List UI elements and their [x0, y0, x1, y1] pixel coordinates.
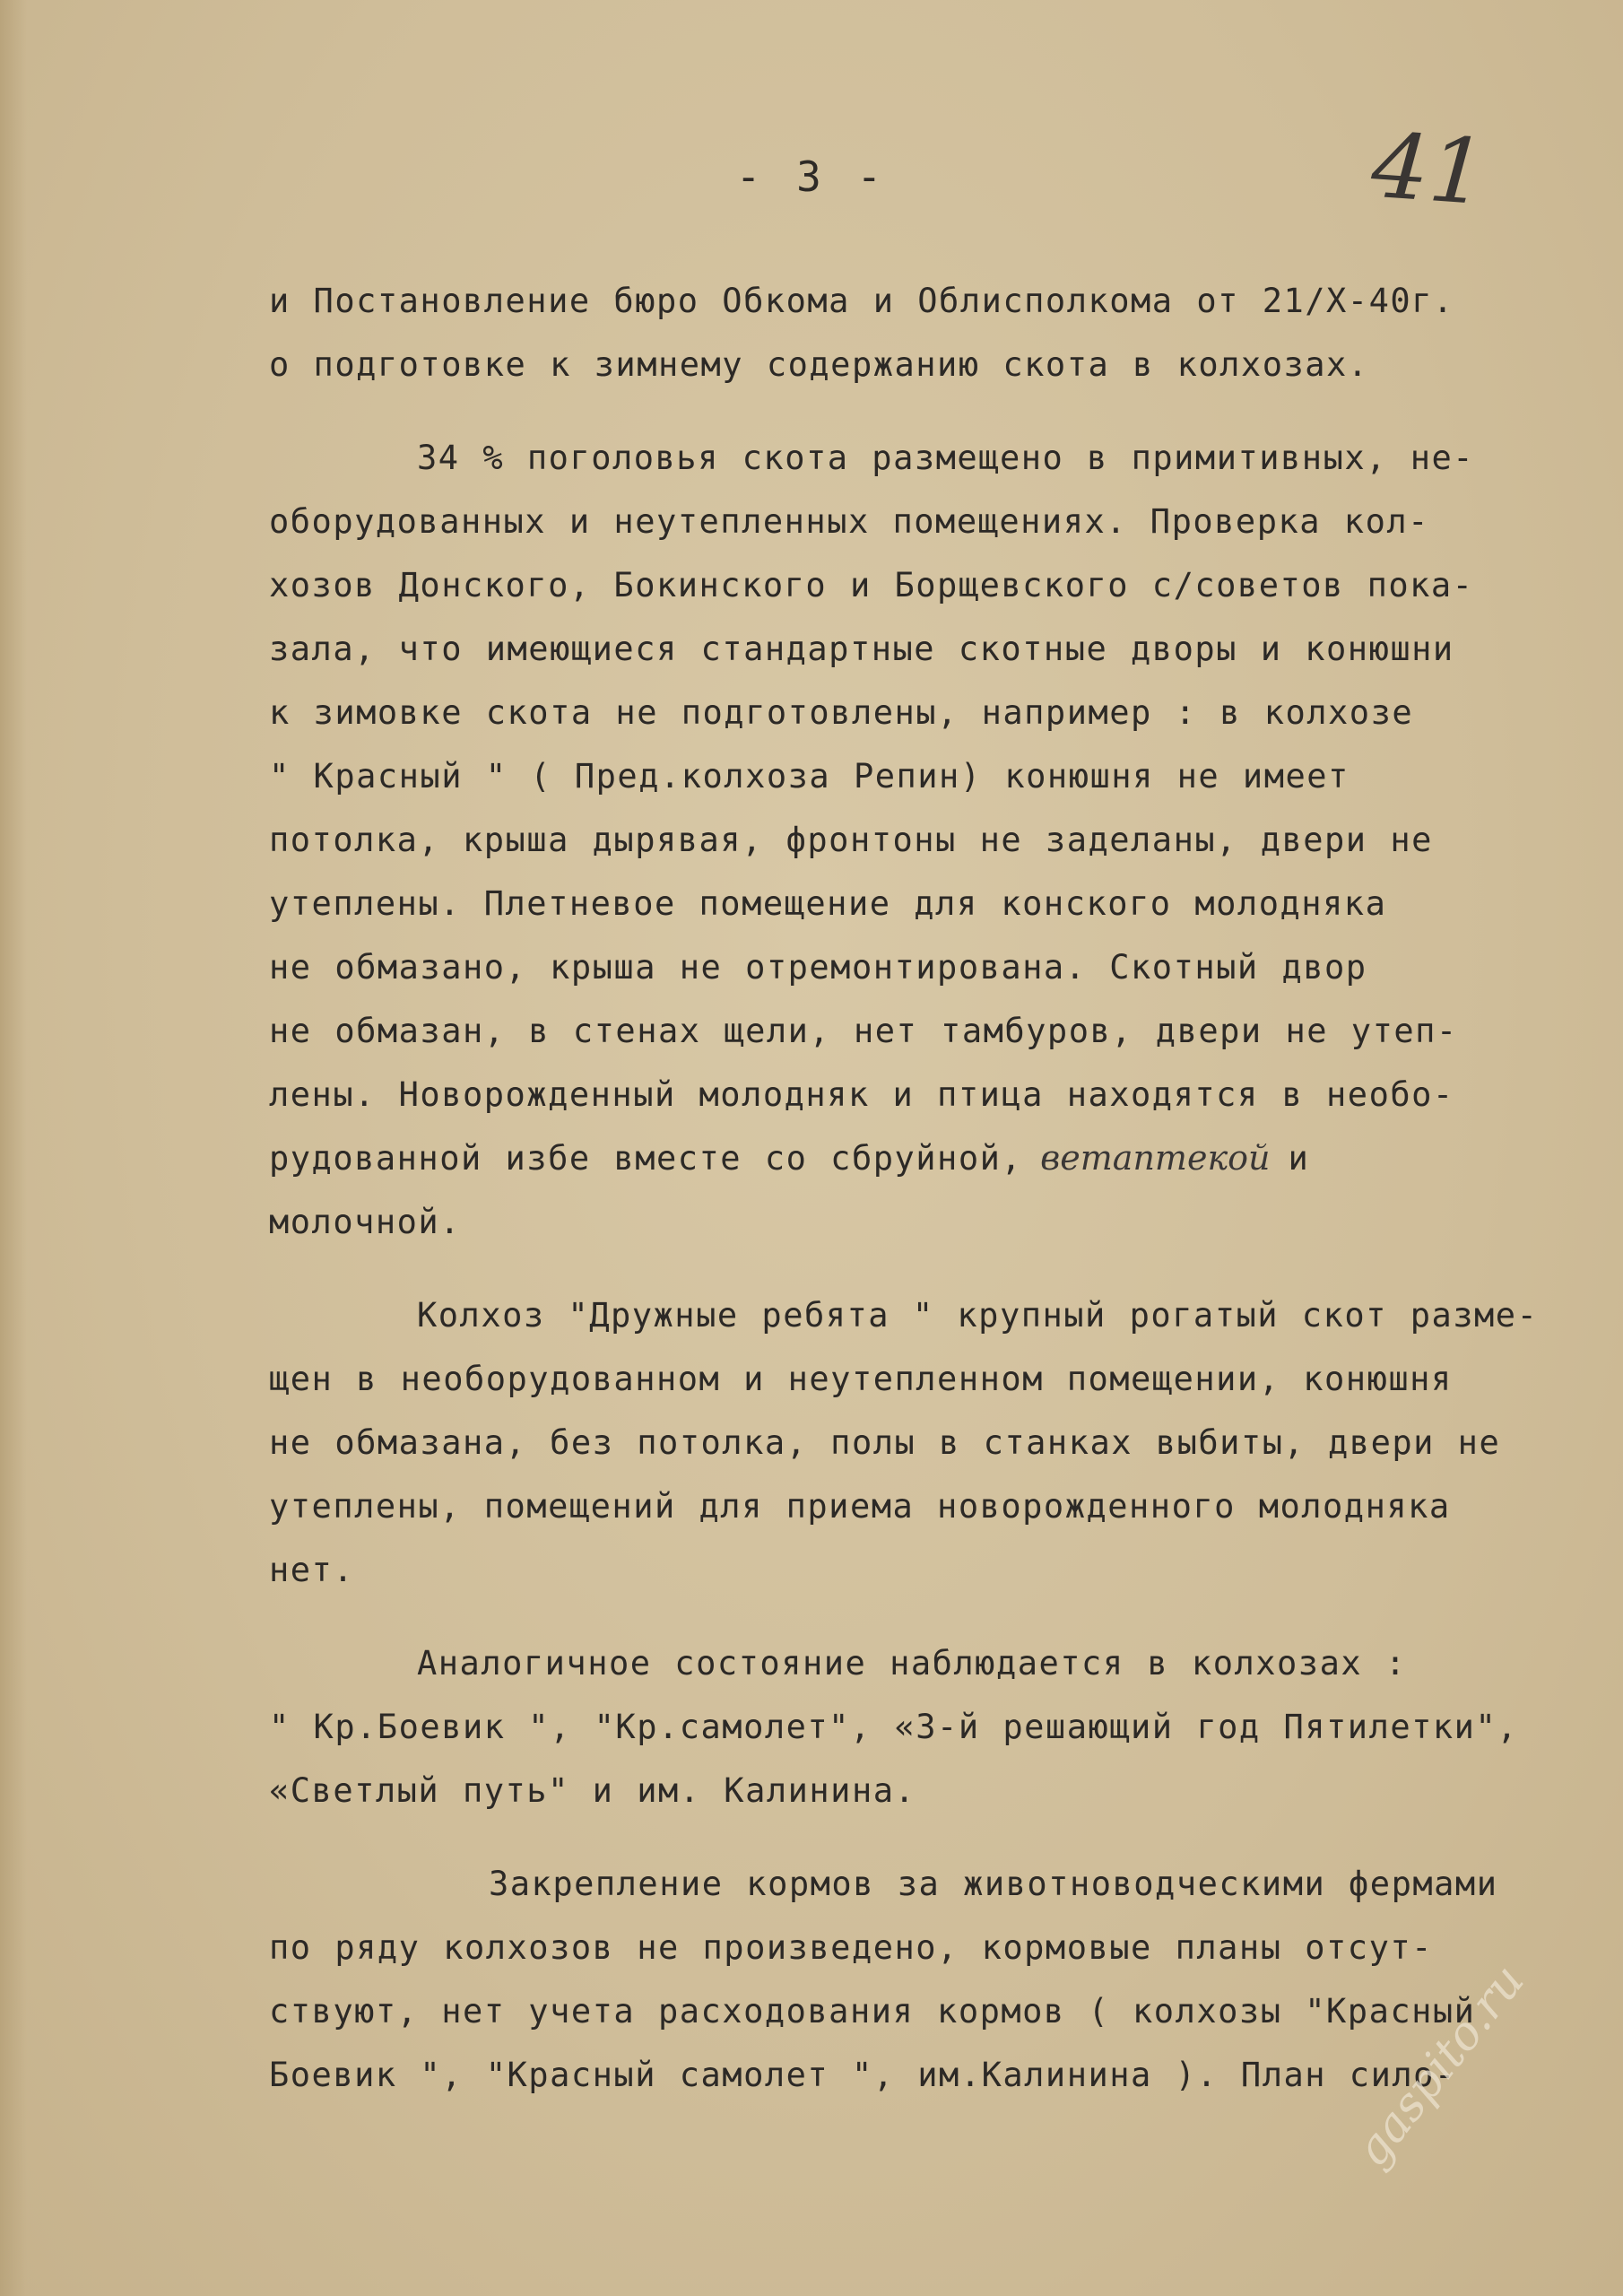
text-line: потолка, крыша дырявая, фронтоны не заделаны, двери не [269, 821, 1433, 859]
text-line: и Постановление бюро Обкома и Облисполкома от 21/Х-40г. [269, 282, 1454, 320]
text-line: ствуют, нет учета расходования кормов ( колхозы "Красный [269, 1992, 1476, 2031]
text-line: нет. [269, 1551, 355, 1589]
typed-text: рудованной избе вместе со сбруйной, [269, 1139, 1023, 1178]
text-line-with-insert [269, 1126, 1578, 1190]
text-line: к зимовке скота не подготовлены, например : в колхозе [269, 693, 1414, 732]
text-line: о подготовке к зимнему содержанию скота в колхозах. [269, 345, 1369, 384]
text-line: «Светлый путь" и им. Калинина. [269, 1771, 916, 1810]
text-line: утеплены. Плетневое помещение для конского молодняка [269, 884, 1387, 923]
document-body [269, 269, 1578, 2107]
text-line: 34 % поголовья скота размещено в примитивных, не- [417, 439, 1475, 477]
text-line: зала, что имеющиеся стандартные скотные дворы и конюшни [269, 630, 1454, 668]
text-line: Колхоз "Дружные ребята " крупный рогатый скот разме- [417, 1296, 1539, 1335]
text-line: Боевик ", "Красный самолет ", им.Калинина ). План сило- [269, 2056, 1456, 2094]
text-line: оборудованных и неутепленных помещениях. Проверка кол- [269, 502, 1429, 541]
text-line: лены. Новорожденный молодняк и птица находятся в необо- [269, 1075, 1454, 1114]
text-line: утеплены, помещений для приема новорожденного молодняка [269, 1487, 1451, 1526]
site-watermark: gaspito.ru [1345, 1954, 1535, 2177]
handwritten-folio-number: 41 [1368, 112, 1490, 226]
text-line: не обмазано, крыша не отремонтирована. Скотный двор [269, 948, 1367, 987]
text-line: " Кр.Боевик ", "Кр.самолет", «3-й решающий год Пятилетки", [269, 1708, 1519, 1746]
text-line: Закрепление кормов за животноводческими фермами [489, 1865, 1498, 1903]
text-line: не обмазан, в стенах щели, нет тамбуров, двери не утеп- [269, 1012, 1458, 1050]
page-number: - 3 - [735, 152, 888, 201]
text-line: молочной. [269, 1203, 461, 1241]
text-line: хозов Донского, Бокинского и Борщевского с/советов пока- [269, 566, 1474, 604]
text-line: щен в необорудованном и неутепленном помещении, конюшня [269, 1360, 1453, 1398]
text-line: " Красный " ( Пред.колхоза Репин) конюшня не имеет [269, 757, 1350, 796]
text-line: Аналогичное состояние наблюдается в колхозах : [417, 1644, 1407, 1683]
text-line: по ряду колхозов не произведено, кормовые планы отсут- [269, 1928, 1433, 1967]
text-line: не обмазана, без потолка, полы в станках выбиты, двери не [269, 1423, 1501, 1462]
typed-text: и [1288, 1139, 1310, 1178]
handwritten-insertion: ветаптекой [1040, 1138, 1271, 1178]
page-fold-shadow [0, 0, 27, 2296]
